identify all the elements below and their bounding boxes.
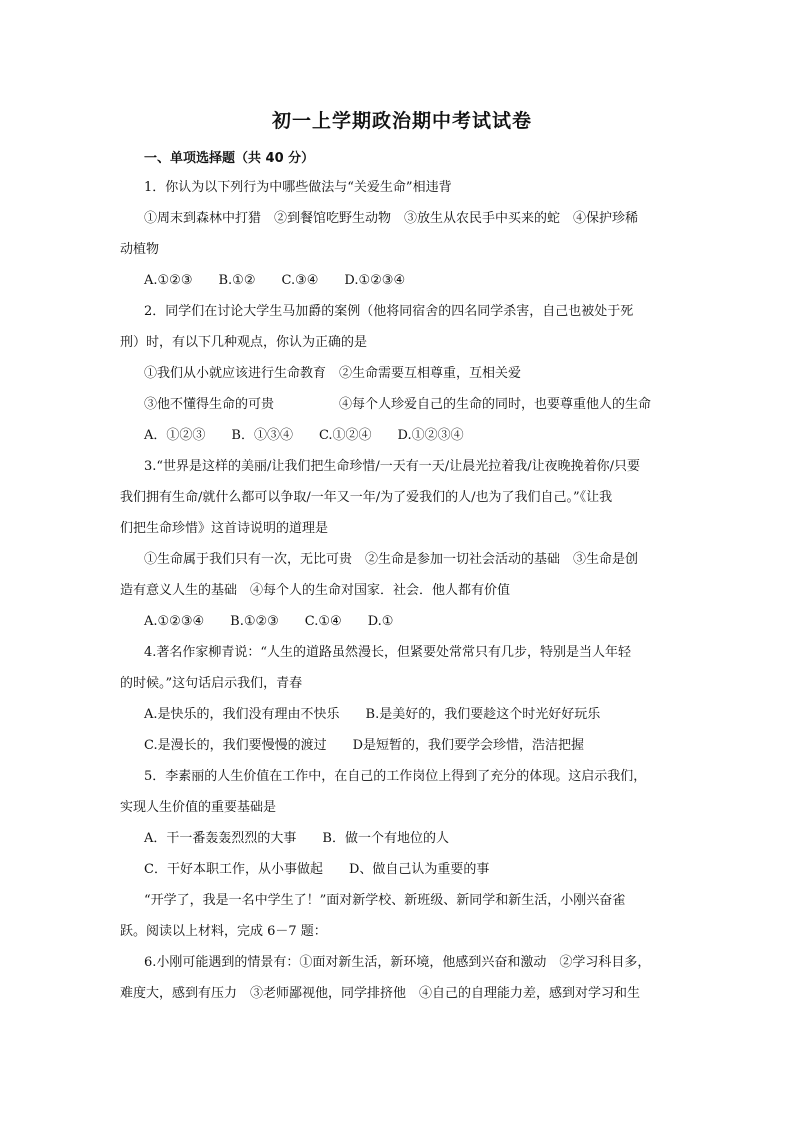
text-line: A．①②③ B．①③④ C.①②④ D.①②③④ [144, 428, 464, 443]
text-line: ①生命属于我们只有一次，无比可贵 ②生命是参加一切社会活动的基础 ③生命是创 [144, 552, 639, 567]
text-line: A．干一番轰轰烈烈的大事 B．做一个有地位的人 [144, 831, 449, 846]
text-line: “开学了，我是一名中学生了！”面对新学校、新班级、新同学和新生活，小刚兴奋雀 [144, 893, 626, 908]
text-line: 造有意义人生的基础 ④每个人的生命对国家．社会．他人都有价值 [120, 583, 511, 598]
text-line: ①周末到森林中打猎 ②到餐馆吃野生动物 ③放生从农民手中买来的蛇 ④保护珍稀 [144, 211, 639, 226]
text-line: 的时候。”这句话启示我们，青春 [120, 676, 303, 691]
text-line: 动植物 [120, 242, 160, 257]
text-line: C．干好本职工作，从小事做起 D、做自己认为重要的事 [144, 862, 490, 877]
text-line: ③他不懂得生命的可贵 ④每个人珍爱自己的生命的同时，也要尊重他人的生命 [144, 397, 652, 412]
text-line: ①我们从小就应该进行生命教育 ②生命需要互相尊重，互相关爱 [144, 366, 522, 381]
page-title: 初一上学期政治期中考试试卷 [271, 110, 532, 132]
section-header: 一、单项选择题（共 40 分） [144, 151, 315, 166]
text-line: 6.小刚可能遇到的情景有：①面对新生活，新环境，他感到兴奋和激动 ②学习科目多， [144, 955, 651, 970]
text-line: 难度大，感到有压力 ③老师鄙视他，同学排挤他 ④自己的自理能力差，感到对学习和生 [120, 986, 641, 1001]
text-line: A.①②③④ B.①②③ C.①④ D.① [144, 614, 394, 629]
text-line: 跃。阅读以上材料，完成 6－7 题： [120, 924, 327, 939]
text-line: A.是快乐的，我们没有理由不快乐 B.是美好的，我们要趁这个时光好好玩乐 [144, 707, 601, 722]
text-line: C.是漫长的，我们要慢慢的渡过 D是短暂的，我们要学会珍惜，浩洁把握 [144, 738, 585, 753]
text-line: 实现人生价值的重要基础是 [120, 800, 277, 815]
question-body [120, 172, 684, 1009]
text-line: 们把生命珍惜》这首诗说明的道理是 [120, 521, 329, 536]
text-line: A.①②③ B.①② C.③④ D.①②③④ [144, 273, 406, 288]
text-line: 4.著名作家柳青说：“人生的道路虽然漫长，但紧要处常常只有几步，特别是当人年轻 [144, 645, 632, 660]
text-line: 2．同学们在讨论大学生马加爵的案例（他将同宿舍的四名同学杀害，自己也被处于死 [144, 304, 634, 319]
text-line: 刑）时，有以下几种观点，你认为正确的是 [120, 335, 368, 350]
text-line: 我们拥有生命/就什么都可以争取/一年又一年/为了爱我们的人/也为了我们自己。”《让我 [120, 490, 613, 505]
text-line: 3.“世界是这样的美丽/让我们把生命珍惜/一天有一天/让晨光拉着我/让夜晚挽着你/只要 [144, 459, 640, 474]
text-line: 1．你认为以下列行为中哪些做法与“关爱生命”相违背 [144, 180, 452, 195]
text-line: 5．李素丽的人生价值在工作中，在自己的工作岗位上得到了充分的体现。这启示我们， [144, 769, 647, 784]
